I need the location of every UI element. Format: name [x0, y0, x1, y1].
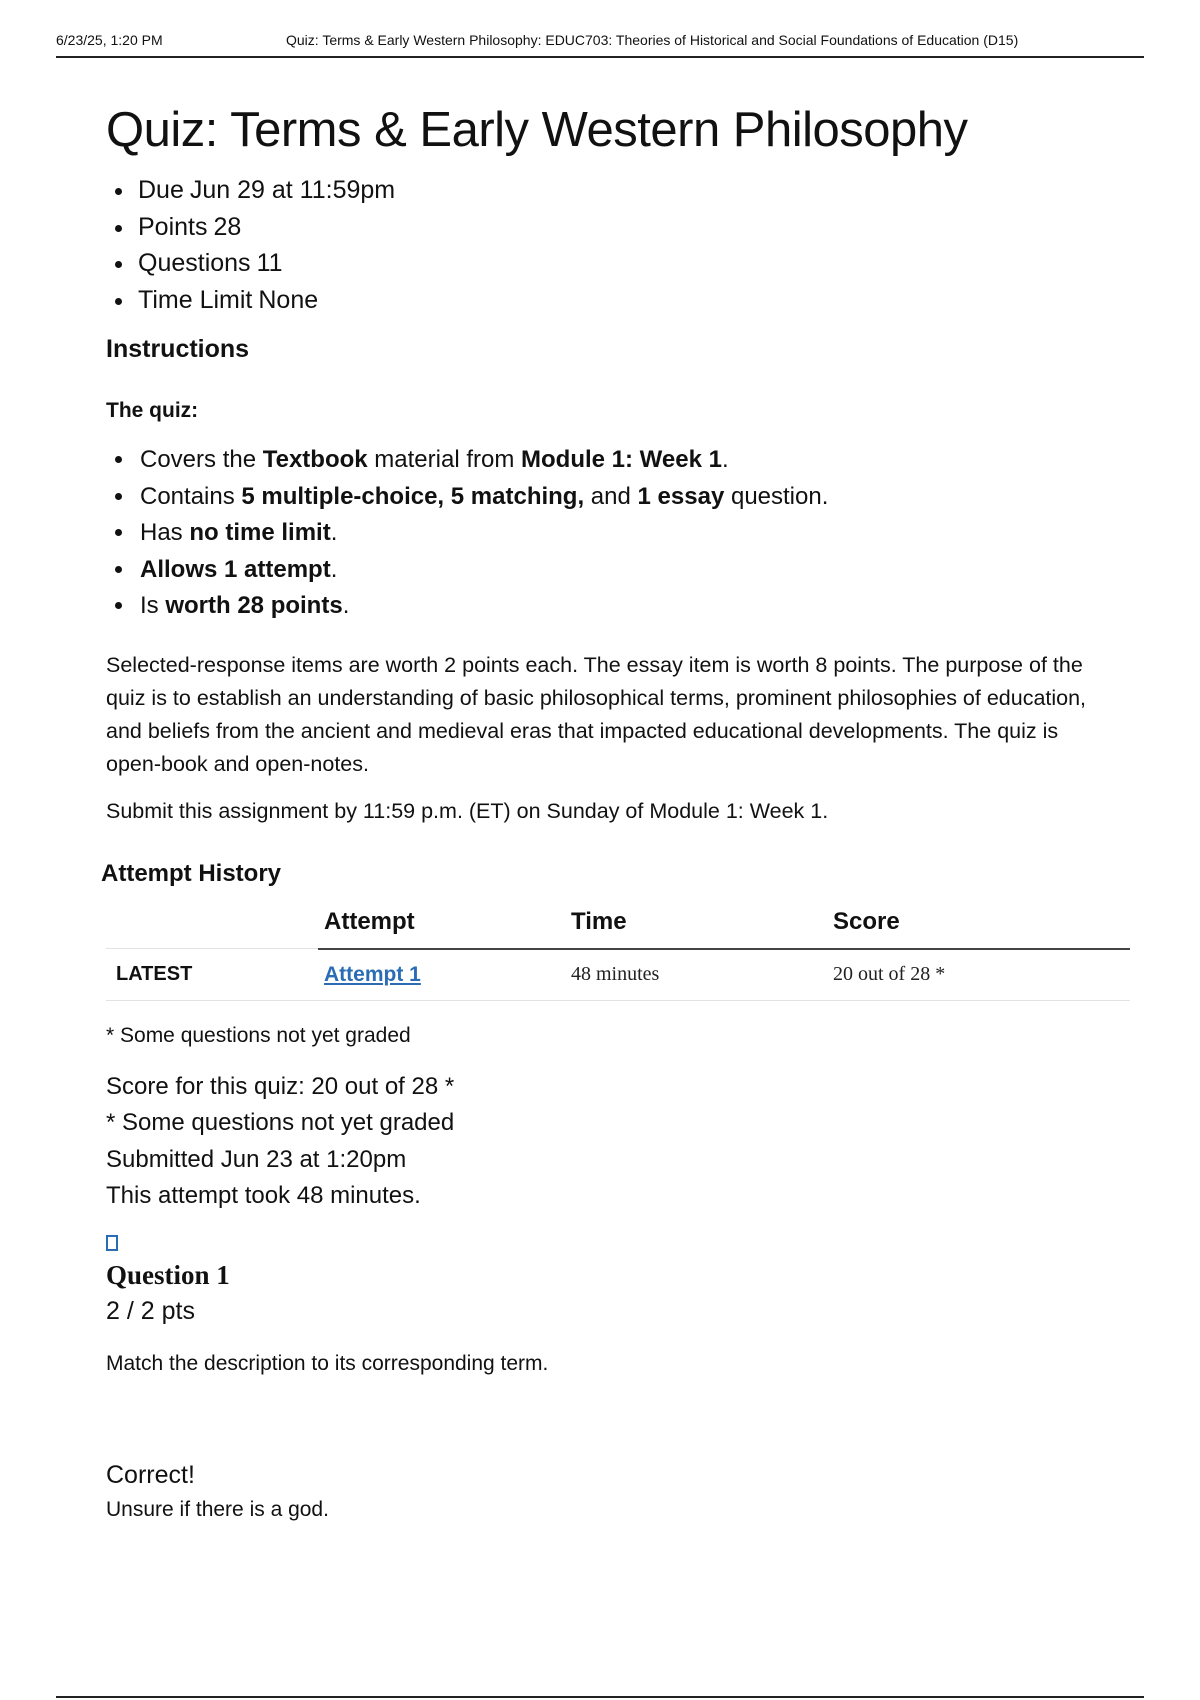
due-value: Jun 29 at 11:59pm: [189, 176, 396, 204]
attempt-1-link[interactable]: Attempt 1: [324, 962, 421, 986]
quiz-label: The quiz:: [106, 399, 199, 422]
due-label: Due: [138, 176, 184, 204]
question-points: 2 / 2 pts: [106, 1296, 195, 1325]
points-value: 28: [213, 212, 242, 241]
rule-text: material from: [367, 446, 521, 473]
rule-text: question.: [724, 482, 829, 510]
quiz-score: Score for this quiz: 20 out of 28 *: [106, 1072, 455, 1100]
rule-text: Is: [140, 592, 166, 619]
rule-item: [136, 479, 1136, 516]
rule-item: [136, 442, 1136, 479]
status-column-header: [106, 898, 318, 949]
rule-text: .: [342, 592, 350, 619]
instructions-paragraph: Selected-response items are worth 2 points each. The essay item is worth 8 points. The purpose of the quiz is to establish an understanding of basic philosophical terms, prominent philosophies of education, and beliefs from the ancient and medieval eras that impacted educational developments. The quiz is open-book and open-notes.: [106, 652, 1087, 776]
page-title: Quiz: Terms & Early Western Philosophy: [106, 103, 968, 157]
instructions-heading: Instructions: [106, 335, 250, 363]
rule-text: .: [330, 555, 338, 583]
rule-item: [136, 588, 1136, 625]
time-cell: 48 minutes: [565, 949, 827, 1001]
print-header: [56, 28, 1144, 58]
rule-bold-text: worth 28 points: [165, 592, 343, 619]
table-header-row: [106, 898, 1130, 949]
table-row: [106, 949, 1130, 1001]
rule-bold-text: Allows 1 attempt: [140, 555, 331, 583]
answer-description: Unsure if there is a god.: [106, 1497, 329, 1521]
question-prompt: Match the description to its corresponding term.: [106, 1351, 549, 1375]
time-limit-value: None: [258, 285, 319, 314]
questions-item: [136, 245, 1136, 282]
answer-feedback: Correct!: [106, 1460, 195, 1489]
print-date: 6/23/25, 1:20 PM: [56, 32, 163, 48]
rule-text: Contains: [140, 482, 242, 510]
quiz-rules-list: [106, 442, 1136, 625]
due-date-item: [136, 172, 1136, 209]
latest-status: LATEST: [106, 949, 318, 1001]
rule-bold-text: no time limit: [189, 519, 331, 546]
flag-question-icon[interactable]: [106, 1235, 118, 1251]
rule-item: [136, 552, 1136, 589]
attempt-column-header: Attempt: [318, 898, 565, 949]
points-item: [136, 209, 1136, 246]
rule-bold-text: Textbook: [262, 446, 368, 473]
time-limit-label: Time Limit: [138, 285, 253, 314]
rule-text: and: [584, 482, 638, 510]
quiz-details-list: [106, 172, 1136, 318]
print-document-title: Quiz: Terms & Early Western Philosophy: EDUC703: Theories of Historical and Social Foundations of Education (D15): [286, 32, 1019, 48]
quiz-content: [101, 100, 1136, 1527]
attempt-history-heading: Attempt History: [101, 859, 282, 887]
score-summary: [106, 1069, 1136, 1215]
points-label: Points: [138, 212, 208, 241]
questions-value: 11: [256, 249, 283, 277]
ungraded-summary-note: * Some questions not yet graded: [106, 1109, 455, 1136]
rule-item: [136, 515, 1136, 552]
footer-divider: [56, 1696, 1144, 1698]
question-title: Question 1: [106, 1259, 230, 1290]
rule-bold-text: 1 essay: [637, 482, 725, 510]
rule-bold-text: Module 1: Week 1: [521, 446, 722, 473]
rule-bold-text: 5 multiple-choice, 5 matching,: [241, 482, 585, 510]
time-limit-item: [136, 282, 1136, 319]
rule-text: Covers the: [140, 446, 263, 473]
score-column-header: Score: [827, 898, 1130, 949]
rule-text: .: [721, 446, 729, 473]
attempt-history-table: [106, 898, 1130, 1001]
score-cell: 20 out of 28 *: [827, 949, 1130, 1001]
attempt-duration: This attempt took 48 minutes.: [106, 1182, 421, 1209]
submit-deadline-note: Submit this assignment by 11:59 p.m. (ET) on Sunday of Module 1: Week 1.: [106, 798, 829, 823]
rule-text: .: [330, 519, 338, 546]
ungraded-note: * Some questions not yet graded: [106, 1023, 411, 1047]
questions-label: Questions: [138, 249, 251, 277]
rule-text: Has: [140, 519, 190, 546]
submitted-date: Submitted Jun 23 at 1:20pm: [106, 1145, 407, 1173]
attempt-cell: [318, 949, 565, 1001]
time-column-header: Time: [565, 898, 827, 949]
